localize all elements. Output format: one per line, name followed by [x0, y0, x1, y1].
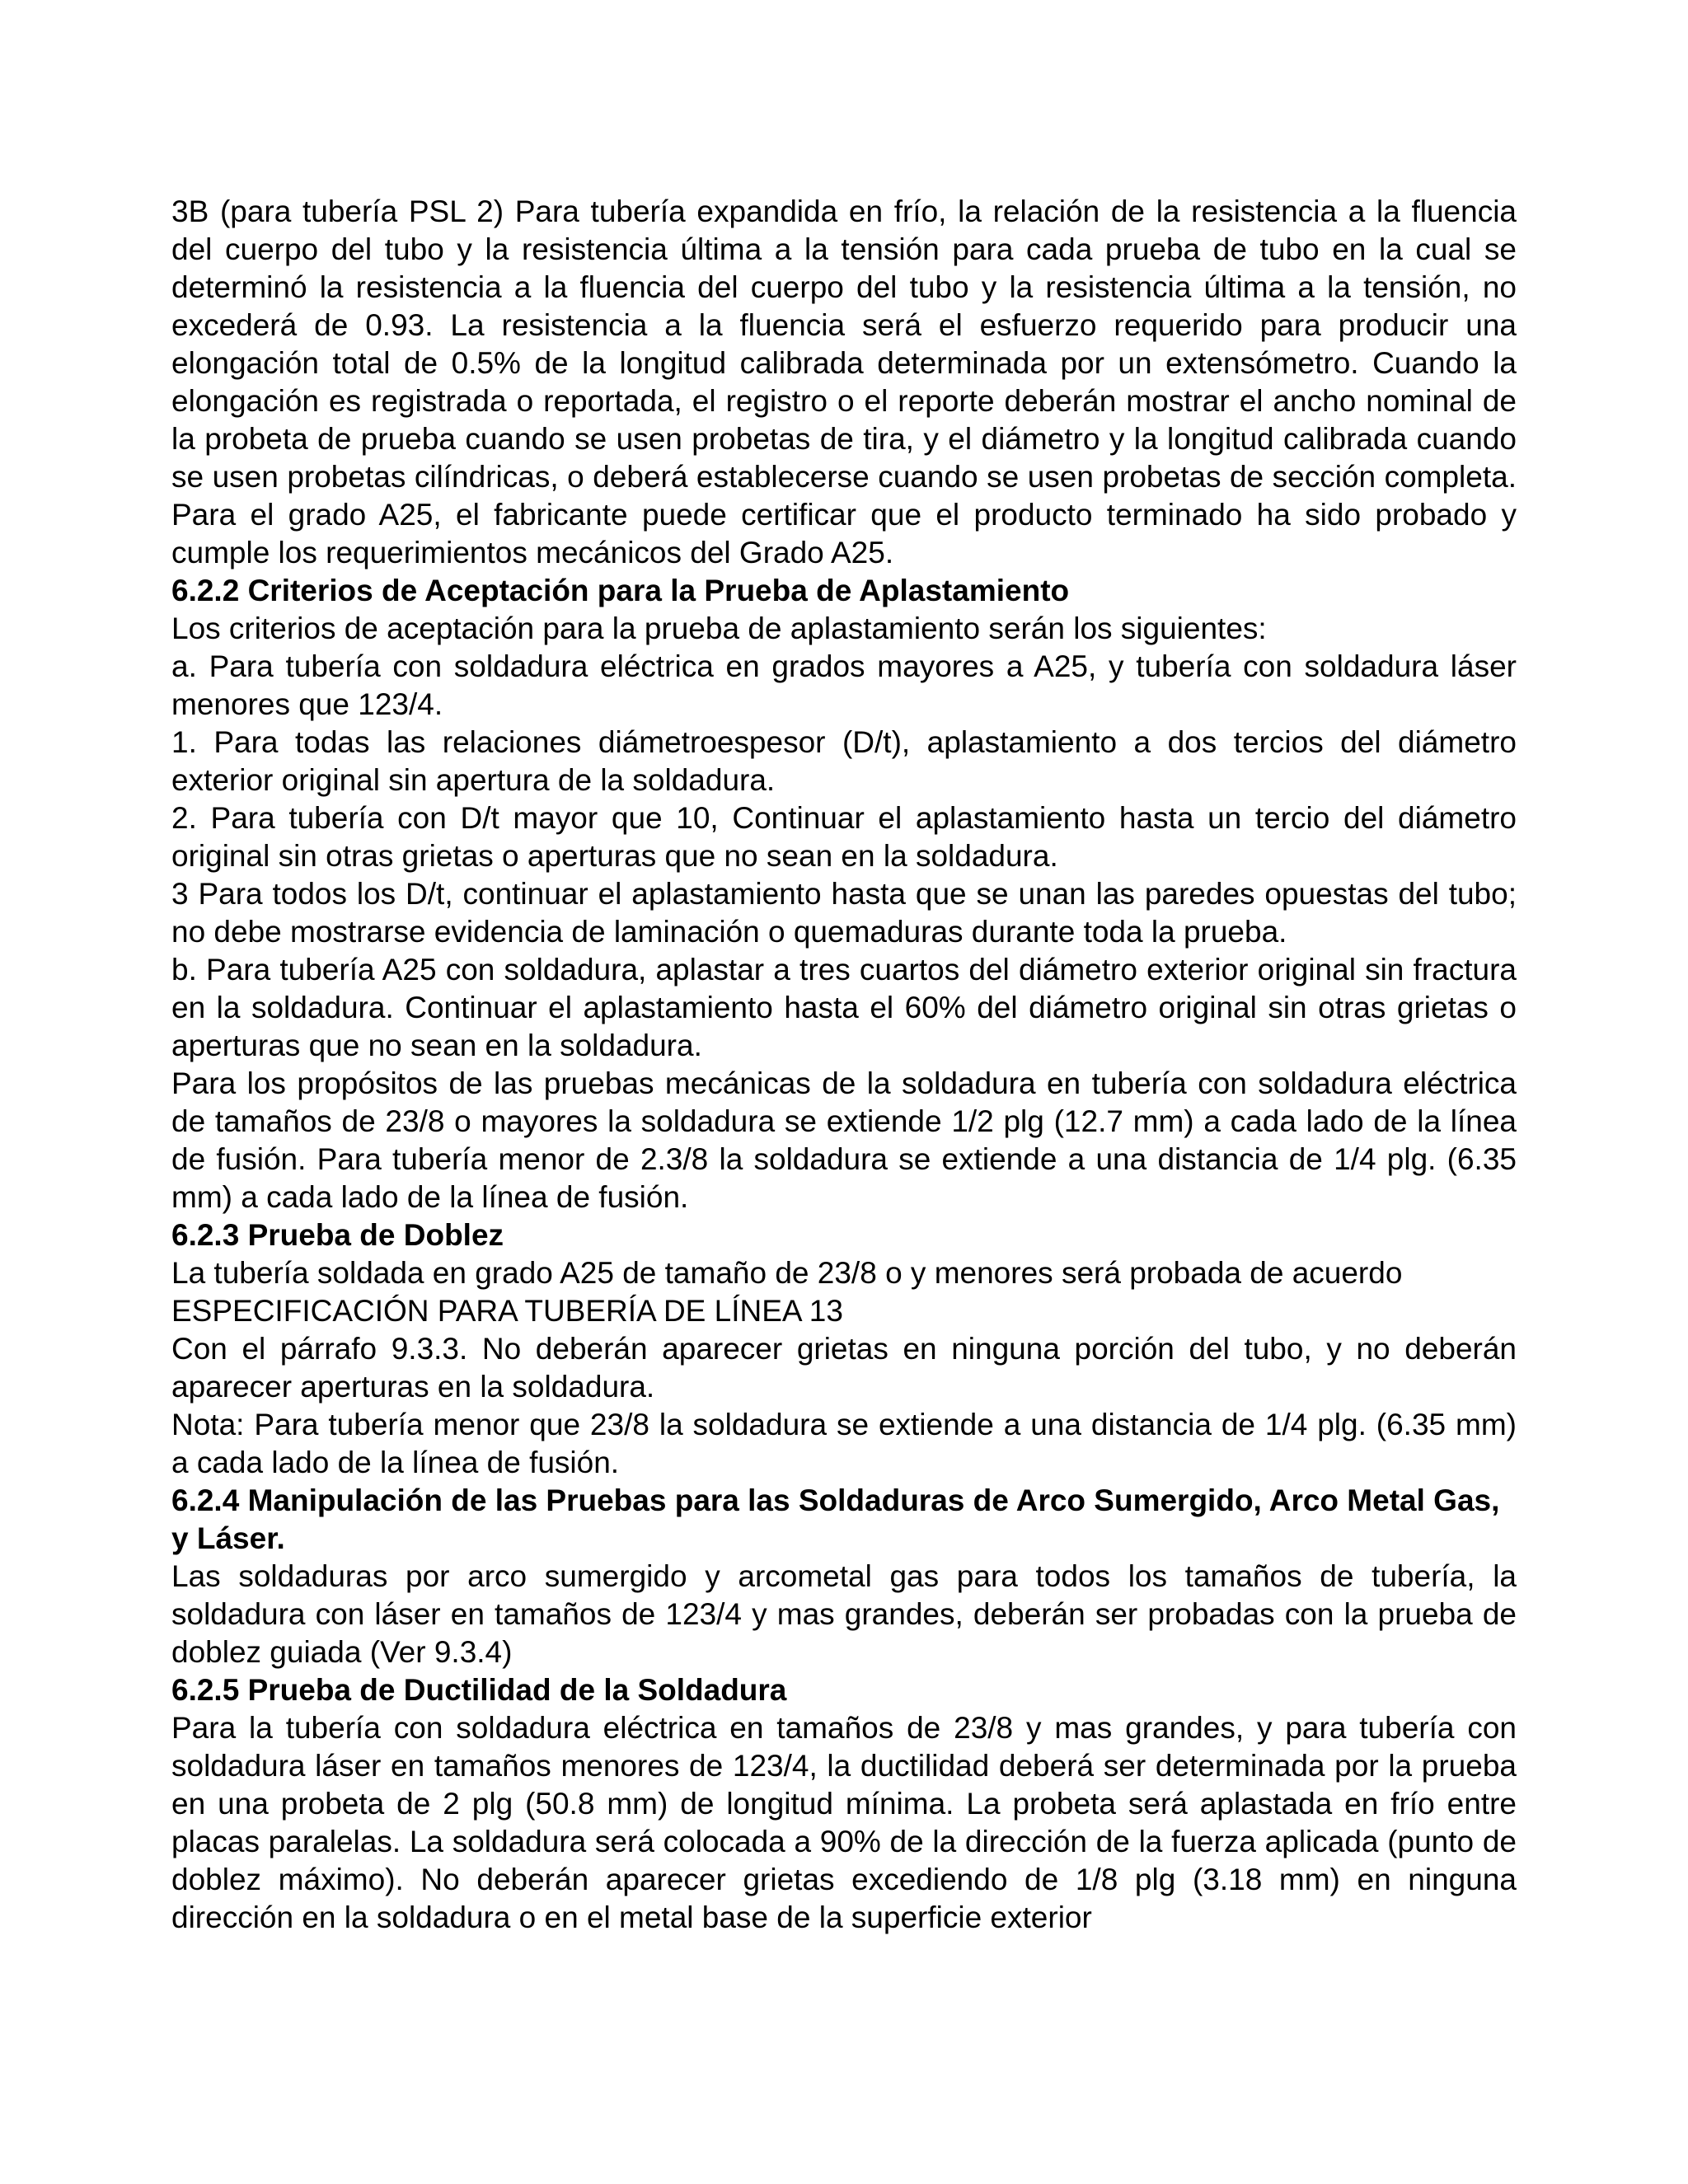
- paragraph-note: Nota: Para tubería menor que 23/8 la soldadura se extiende a una distancia de 1/4 plg. (6.35 mm) a cada lado de la línea de fusión.: [171, 1408, 1517, 1479]
- paragraph-item-a: a. Para tubería con soldadura eléctrica en grados mayores a A25, y tubería con soldadura láser menores que 123/4.: [171, 649, 1517, 721]
- paragraph-weld-extent: Para los propósitos de las pruebas mecánicas de la soldadura en tubería con soldadura eléctrica de tamaños de 23/8 o mayores la soldadura se extiende 1/2 plg (12.7 mm) a cada lado de la línea de fusión. Para tubería menor de 2.3/8 la soldadura se extiende a una distancia de 1/4 plg. (6.35 mm) a cada lado de la línea de fusión.: [171, 1066, 1517, 1214]
- heading-6-2-2: 6.2.2 Criterios de Aceptación para la Prueba de Aplastamiento: [171, 574, 1070, 607]
- paragraph-item-b: b. Para tubería A25 con soldadura, aplastar a tres cuartos del diámetro exterior original sin fractura en la soldadura. Continuar el aplastamiento hasta el 60% del diámetro original sin otras grietas o aperturas que no sean en la soldadura.: [171, 953, 1517, 1062]
- paragraph-ductility: Para la tubería con soldadura eléctrica en tamaños de 23/8 y mas grandes, y para tubería con soldadura láser en tamaños menores de 123/4, la ductilidad deberá ser determinada por la prueba en una probeta de 2 plg (50.8 mm) de longitud mínima. La probeta será aplastada en frío entre placas paralelas. La soldadura será colocada a 90% de la dirección de la fuerza aplicada (punto de doblez máximo). No deberán aparecer grietas excediendo de 1/8 plg (3.18 mm) en ninguna dirección en la soldadura o en el metal base de la superficie exterior: [171, 1711, 1517, 1934]
- paragraph-bend-test: La tubería soldada en grado A25 de tamaño de 23/8 o y menores será probada de acuerdo: [171, 1256, 1403, 1290]
- paragraph-item-3: 3 Para todos los D/t, continuar el aplastamiento hasta que se unan las paredes opuestas del tubo; no debe mostrarse evidencia de laminación o quemaduras durante toda la prueba.: [171, 877, 1517, 949]
- paragraph-item-2: 2. Para tubería con D/t mayor que 10, Continuar el aplastamiento hasta un tercio del diámetro original sin otras grietas o aperturas que no sean en la soldadura.: [171, 801, 1517, 873]
- running-header-spec: ESPECIFICACIÓN PARA TUBERÍA DE LÍNEA 13: [171, 1294, 843, 1328]
- paragraph-bend-test-cont: Con el párrafo 9.3.3. No deberán aparecer grietas en ninguna porción del tubo, y no deberán aparecer aperturas en la soldadura.: [171, 1332, 1517, 1404]
- paragraph-3b-yield-ratio: 3B (para tubería PSL 2) Para tubería expandida en frío, la relación de la resistencia a la fluencia del cuerpo del tubo y la resistencia última a la tensión para cada prueba de tubo en la cual se determinó la resistencia a la fluencia del cuerpo del tubo y la resistencia última a la tensión, no excederá de 0.93. La resistencia a la fluencia será el esfuerzo requerido para producir una elongación total de 0.5% de la longitud calibrada determinada por un extensómetro. Cuando la elongación es registrada o reportada, el registro o el reporte deberán mostrar el ancho nominal de la probeta de prueba cuando se usen probetas de tira, y el diámetro y la longitud calibrada cuando se usen probetas cilíndricas, o deberá establecerse cuando se usen probetas de sección completa. Para el grado A25, el fabricante puede certificar que el producto terminado ha sido probado y cumple los requerimientos mecánicos del Grado A25.: [171, 194, 1517, 569]
- paragraph-item-1: 1. Para todas las relaciones diámetroespesor (D/t), aplastamiento a dos tercios del diámetro exterior original sin apertura de la soldadura.: [171, 725, 1517, 797]
- paragraph-submerged-arc: Las soldaduras por arco sumergido y arcometal gas para todos los tamaños de tubería, la soldadura con láser en tamaños de 123/4 y mas grandes, deberán ser probadas con la prueba de doblez guiada (Ver 9.3.4): [171, 1559, 1517, 1669]
- heading-6-2-5: 6.2.5 Prueba de Ductilidad de la Soldadura: [171, 1673, 787, 1707]
- heading-6-2-3: 6.2.3 Prueba de Doblez: [171, 1218, 504, 1252]
- heading-6-2-4: 6.2.4 Manipulación de las Pruebas para las Soldaduras de Arco Sumergido, Arco Metal Gas, y Láser.: [171, 1483, 1500, 1555]
- document-page: [171, 193, 1517, 1937]
- paragraph-criteria-intro: Los criterios de aceptación para la prueba de aplastamiento serán los siguientes:: [171, 612, 1267, 645]
